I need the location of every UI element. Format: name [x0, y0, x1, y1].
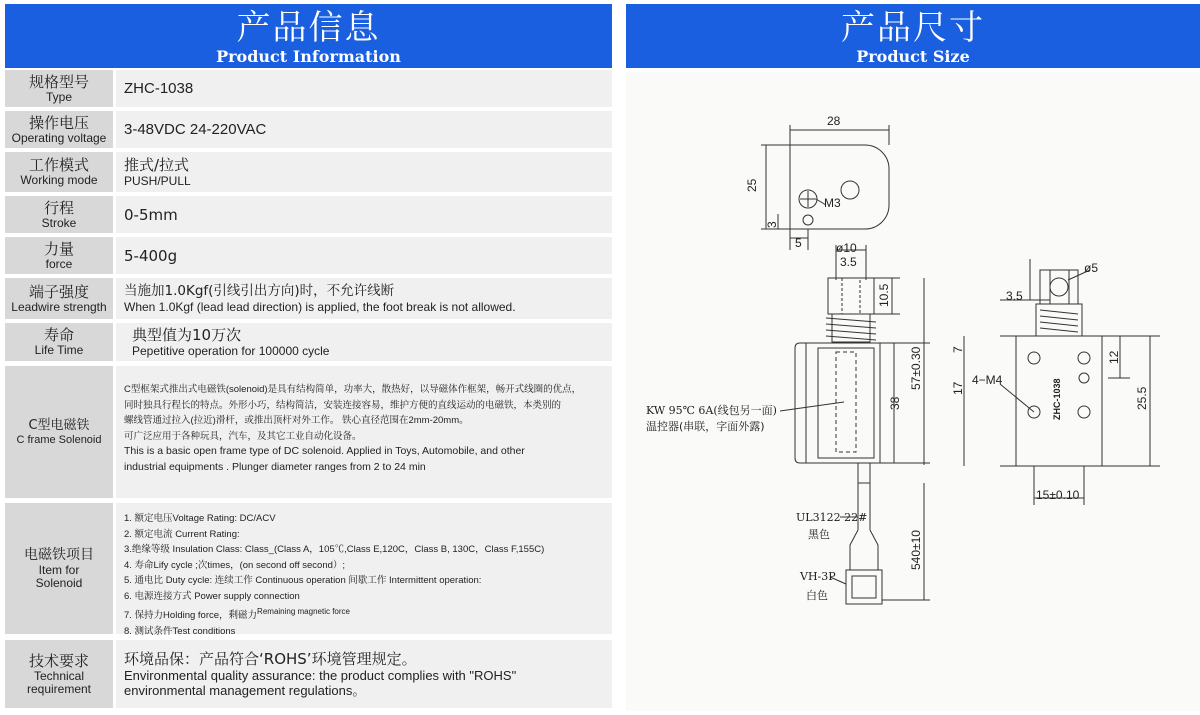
solenoid-item: 2. 额定电流 Current Rating:	[124, 528, 240, 540]
spec-value	[116, 323, 612, 361]
spec-label	[5, 70, 113, 107]
spec-value	[116, 70, 612, 107]
spec-row-stroke	[5, 196, 612, 233]
technical-requirement-text-en: Environmental quality assurance: the product complies with "ROHS"	[124, 668, 517, 683]
dim-4-m4: 4−M4	[972, 373, 1003, 387]
product-size-banner	[626, 4, 1200, 68]
technical-requirement-text-en: environmental management regulations。	[124, 683, 366, 698]
dim-57: 57±0.30	[909, 346, 923, 390]
c-frame-line: 同时独具行程长的特点。外形小巧，结构简洁，安装连接容易，维护方便的直线运动的电磁铁，本类别的	[124, 399, 562, 411]
kw-thermostat-label: KW 95℃ 6A(线包另一面)	[646, 404, 777, 417]
technical-requirement-value	[116, 640, 612, 708]
spec-value-text: 当施加1.0Kgf(引线引出方向)时，不允许线断	[124, 283, 395, 299]
spec-label-cn: 操作电压	[28, 113, 89, 132]
dim-25-5: 25.5	[1135, 386, 1149, 410]
spec-label-cn: 力量	[43, 239, 74, 258]
c-frame-description	[116, 366, 612, 498]
plunger-head	[828, 278, 874, 314]
spec-value-text-en: PUSH/PULL	[124, 173, 191, 188]
spec-value	[116, 196, 612, 233]
solenoid-items-section	[5, 503, 612, 637]
dim-d5: ø5	[1084, 261, 1099, 275]
solenoid-items-label-cn: 电磁铁项目	[24, 547, 94, 563]
solenoid-item-text: 7. 保持力Holding force，剩磁力	[124, 610, 258, 622]
product-information-banner	[5, 4, 612, 68]
spec-value-text: ZHC-1038	[124, 79, 194, 97]
technical-requirement-text-cn: 环境品保：产品符合‘ROHS’环境管理规定。	[124, 650, 417, 668]
technical-requirement-label-en: Technical	[33, 668, 85, 683]
dim-3: 3	[765, 221, 779, 228]
c-frame-label	[5, 366, 113, 498]
solenoid-item: 1. 额定电压Voltage Rating: DC/ACV	[124, 513, 276, 524]
spec-label	[5, 278, 113, 319]
spec-row-leadwire	[5, 278, 612, 319]
solenoid-items-label-en: Item for	[38, 563, 80, 577]
spec-label-en: Leadwire strength	[11, 299, 107, 314]
product-size-title-cn: 产品尺寸	[841, 8, 985, 48]
spec-row-force	[5, 237, 612, 274]
spec-label	[5, 152, 113, 192]
spec-label-en: force	[45, 256, 73, 271]
dim-12: 12	[1107, 350, 1121, 364]
dim-3-5b: 3.5	[1006, 289, 1023, 303]
technical-requirement-section	[5, 640, 612, 708]
solenoid-item: 3.绝缘等级 Insulation Class: Class_(Class A，105℃,Class E,120C，Class B, 130C，Class F,155C)	[124, 544, 545, 555]
product-size-title-en: Product Size	[856, 47, 970, 66]
technical-requirement-label-cn: 技术要求	[28, 651, 89, 670]
ul3122-wire-label: UL3122 22#	[796, 511, 868, 524]
dim-540: 540±10	[909, 530, 923, 570]
thermostat-note: 温控器(串联，字面外露)	[646, 420, 765, 433]
solenoid-item: 5. 通电比 Duty cycle: 连续工作 Continuous operation 间歇工作 Intermittent operation:	[124, 575, 482, 586]
dim-38: 38	[888, 396, 902, 410]
spec-label-cn: 行程	[43, 198, 74, 217]
side-plunger-head	[1040, 270, 1078, 304]
model-mark: ZHC-1038	[1052, 378, 1062, 420]
dim-15: 15±0.10	[1036, 488, 1080, 502]
spec-value-text: 3-48VDC 24-220VAC	[124, 120, 267, 138]
connector-color-white: 白色	[806, 589, 828, 602]
technical-requirement-label-en: requirement	[26, 681, 92, 696]
product-information-title-cn: 产品信息	[236, 8, 381, 48]
dim-10-5: 10.5	[877, 283, 891, 307]
solenoid-item: 6. 电源连接方式 Power supply connection	[124, 590, 300, 602]
c-frame-section	[5, 366, 612, 498]
spec-value-text: 0-5mm	[124, 205, 178, 224]
product-information-title-en: Product Information	[216, 47, 401, 66]
plunger-hidden	[836, 352, 856, 452]
spec-value-text-en: When 1.0Kgf (lead lead direction) is applied, the foot break is not allowed.	[124, 300, 516, 314]
product-size-drawing	[626, 72, 1200, 711]
coil-body	[806, 343, 894, 463]
solenoid-items-label	[5, 503, 113, 634]
dim-7: 7	[951, 346, 965, 353]
solenoid-item: 4. 寿命Lify cycle ;次times，(on second off second）;	[124, 559, 346, 571]
dim-d10: ø10	[836, 241, 857, 255]
wire-color-black: 黑色	[808, 528, 830, 541]
c-frame-label-en: C frame Solenoid	[16, 434, 102, 446]
c-frame-outline	[795, 343, 826, 463]
spec-value-text-en: Pepetitive operation for 100000 cycle	[132, 343, 330, 358]
spec-label-cn: 寿命	[43, 326, 74, 344]
solenoid-items-list	[116, 503, 612, 637]
solenoid-item	[124, 604, 612, 624]
spec-row-life-time	[5, 323, 612, 361]
spec-value-text: 典型值为10万次	[132, 325, 242, 344]
c-frame-line: industrial equipments . Plunger diameter ranges from 2 to 24 min	[124, 460, 426, 473]
spec-label-en: Stroke	[41, 215, 77, 230]
solenoid-item-superscript: Remaining magnetic force	[257, 607, 350, 616]
spec-label-en: Life Time	[34, 343, 84, 357]
dim-28: 28	[827, 114, 841, 128]
vh-3p-label: VH-3P	[800, 570, 836, 583]
spec-label-cn: 规格型号	[28, 72, 89, 91]
technical-drawing-svg	[626, 72, 1200, 711]
dim-m3: M3	[824, 196, 841, 210]
spec-label	[5, 323, 113, 361]
vh-3p-connector	[846, 570, 882, 604]
c-frame-label-cn: C型电磁铁	[28, 418, 90, 433]
solenoid-items-label-en: Solenoid	[35, 576, 83, 590]
spec-label-en: Working mode	[20, 173, 98, 187]
spec-label-en: Operating voltage	[11, 130, 107, 145]
spec-label-cn: 工作模式	[28, 156, 89, 174]
bracket-hole	[841, 181, 859, 199]
side-spring-coil	[1040, 310, 1078, 332]
spring-coil	[826, 318, 876, 340]
spec-label-cn: 端子强度	[28, 282, 89, 301]
spec-label	[5, 237, 113, 274]
dim-3-5a: 3.5	[840, 255, 857, 269]
spec-label	[5, 196, 113, 233]
spec-value	[116, 278, 612, 319]
spec-label	[5, 111, 113, 148]
dim-25: 25	[745, 178, 759, 192]
spec-row-type	[5, 70, 612, 107]
c-frame-line: This is a basic open frame type of DC solenoid. Applied in Toys, Automobile, and other	[124, 445, 525, 457]
c-frame-line: 螺线管通过拉入(拉近)滑杆，或推出顶杆对外工作。 铁心直径范围在2mm-20mm。	[124, 415, 469, 426]
lead-wires	[850, 530, 878, 570]
solenoid-item: 8. 测试条件Test conditions	[124, 625, 236, 637]
spec-row-voltage	[5, 111, 612, 148]
spec-value	[116, 237, 612, 274]
spec-value-text: 5-400g	[124, 246, 178, 265]
technical-requirement-label	[5, 640, 113, 708]
dim-17: 17	[951, 381, 965, 395]
dim-5: 5	[795, 236, 802, 250]
spec-label-en: Type	[45, 89, 72, 104]
spec-value	[116, 152, 612, 192]
spec-row-working-mode	[5, 152, 612, 192]
c-frame-line: C型框架式推出式电磁铁(solenoid)是具有结构简单，功率大，散热好，以导磁体作框架，畅开式线圈的优点，	[124, 384, 582, 395]
spec-value	[116, 111, 612, 148]
spec-value-text: 推式/拉式	[124, 155, 190, 174]
c-frame-line: 可广泛应用于各种玩具，汽车，及其它工业自动化设备。	[124, 430, 362, 442]
bracket-small-hole	[803, 215, 813, 225]
